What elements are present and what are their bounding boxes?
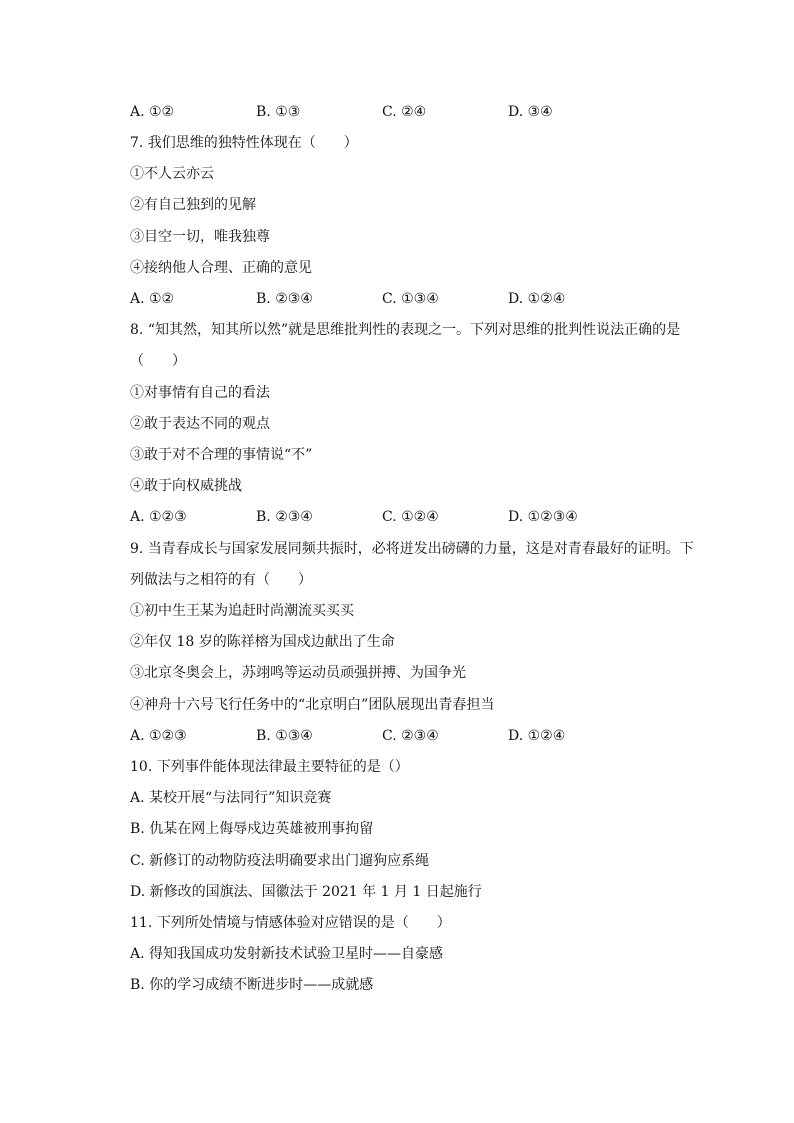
q7-option-b: B. ②③④ (256, 291, 313, 307)
q7-option-c: C. ①③④ (382, 291, 439, 307)
q8-option-d: D. ①②③④ (508, 509, 578, 525)
q11-stem: 11. 下列所处情境与情感体验对应错误的是（ ） (130, 915, 451, 931)
q9-option-d: D. ①②④ (508, 728, 566, 744)
q7-item-2: ②有自己独到的见解 (130, 197, 256, 213)
q6-option-a: A. ①② (130, 104, 175, 120)
q6-option-d: D. ③④ (508, 104, 553, 120)
q11-option-b: B. 你的学习成绩不断进步时——成就感 (130, 977, 374, 993)
q7-item-3: ③目空一切，唯我独尊 (130, 229, 270, 245)
q10-option-a: A. 某校开展“与法同行”知识竞赛 (130, 790, 332, 806)
q7-item-1: ①不人云亦云 (130, 166, 214, 182)
q9-option-c: C. ②③④ (382, 728, 439, 744)
q9-option-b: B. ①③④ (256, 728, 313, 744)
q6-option-c: C. ②④ (382, 104, 427, 120)
q8-option-a: A. ①②③ (130, 509, 187, 525)
q9-option-a: A. ①②③ (130, 728, 187, 744)
q10-option-d: D. 新修改的国旗法、国徽法于 2021 年 1 月 1 日起施行 (130, 884, 482, 900)
q9-item-4: ④神舟十六号飞行任务中的“北京明白”团队展现出青春担当 (130, 697, 495, 713)
q9-stem-line1: 9. 当青春成长与国家发展同频共振时，必将迸发出磅礴的力量，这是对青春最好的证明。下 (130, 541, 694, 557)
q7-item-4: ④接纳他人合理、正确的意见 (130, 260, 312, 276)
q10-stem: 10. 下列事件能体现法律最主要特征的是（） (130, 759, 409, 775)
q8-stem-line2: （ ） (130, 353, 186, 369)
q7-stem: 7. 我们思维的独特性体现在（ ） (130, 135, 358, 151)
q7-option-a: A. ①② (130, 291, 175, 307)
q9-item-2: ②年仅 18 岁的陈祥榕为国戍边献出了生命 (130, 634, 395, 650)
q9-item-1: ①初中生王某为追赶时尚潮流买买买 (130, 603, 354, 619)
q8-option-b: B. ②③④ (256, 509, 313, 525)
q7-option-d: D. ①②④ (508, 291, 566, 307)
q11-option-a: A. 得知我国成功发射新技术试验卫星时——自豪感 (130, 946, 444, 962)
q9-stem-line2: 列做法与之相符的有（ ） (130, 572, 312, 588)
q10-option-c: C. 新修订的动物防疫法明确要求出门遛狗应系绳 (130, 853, 430, 869)
q8-item-4: ④敢于向权威挑战 (130, 478, 242, 494)
q8-stem-line1: 8. “知其然，知其所以然”就是思维批判性的表现之一。下列对思维的批判性说法正确的是 (130, 322, 681, 338)
q8-item-2: ②敢于表达不同的观点 (130, 416, 270, 432)
q9-item-3: ③北京冬奥会上，苏翊鸣等运动员顽强拼搏、为国争光 (130, 665, 466, 681)
q8-item-3: ③敢于对不合理的事情说“不” (130, 447, 313, 463)
q8-item-1: ①对事情有自己的看法 (130, 385, 270, 401)
q8-option-c: C. ①②④ (382, 509, 439, 525)
q10-option-b: B. 仇某在网上侮辱戍边英雄被刑事拘留 (130, 821, 374, 837)
q6-option-b: B. ①③ (256, 104, 301, 120)
